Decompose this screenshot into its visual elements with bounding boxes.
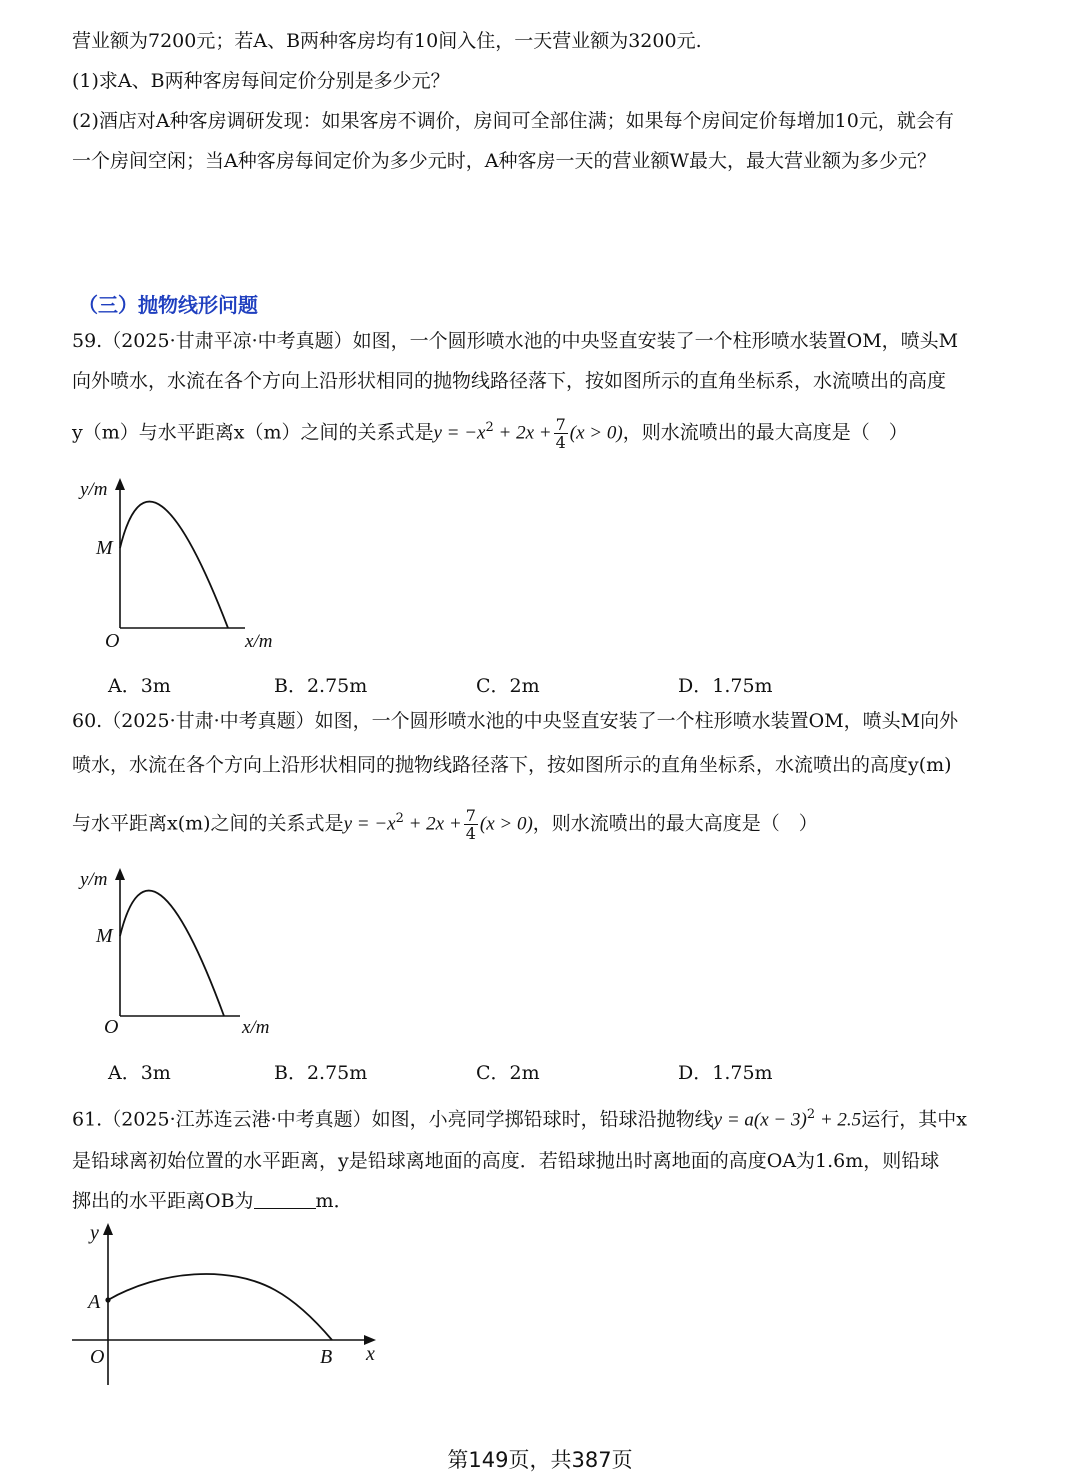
- answer-blank[interactable]: [254, 1188, 316, 1209]
- p59-option-d: D．1.75m: [678, 675, 773, 697]
- p59-line-3-post: ，则水流喷出的最大高度是（ ）: [622, 421, 908, 444]
- p60-o-label: O: [104, 1016, 119, 1038]
- p59-line-1: 59.（2025·甘肃平凉·中考真题）如图，一个圆形喷水池的中央竖直安装了一个柱形喷水装置OM，喷头M: [72, 330, 959, 352]
- p61-b-label: B: [320, 1346, 333, 1368]
- p61-formula-sup: 2: [806, 1107, 816, 1122]
- p59-m-label: M: [96, 537, 113, 559]
- p60-y-arrow: [115, 868, 125, 880]
- p61-o-label: O: [90, 1346, 105, 1368]
- p61-line-1-post: 运行，其中x: [861, 1108, 967, 1131]
- p61-formula-b: + 2.5: [815, 1109, 862, 1131]
- p61-parabola: [108, 1274, 332, 1340]
- p59-line-3-pre: y（m）与水平距离x（m）之间的关系式是: [72, 421, 434, 444]
- p59-option-b: B．2.75m: [274, 675, 368, 697]
- p60-line-3-pre: 与水平距离x(m)之间的关系式是: [72, 812, 344, 835]
- p59-formula-c: (x > 0): [569, 422, 623, 444]
- p60-option-c: C．2m: [476, 1062, 540, 1084]
- p60-option-b: B．2.75m: [274, 1062, 368, 1084]
- question-2-line-1: (2)酒店对A种客房调研发现：如果客房不调价，房间可全部住满；如果每个房间定价每增加10元，就会有: [72, 110, 954, 132]
- p60-x-label: x/m: [242, 1017, 270, 1038]
- p59-graph: [70, 470, 290, 655]
- p60-fraction: [464, 807, 478, 842]
- p60-y-label: y/m: [80, 869, 108, 890]
- p59-parabola: [120, 502, 228, 628]
- p60-formula-sup: 2: [395, 811, 404, 826]
- p59-o-label: O: [105, 630, 120, 652]
- p61-point-a: [105, 1297, 110, 1302]
- p59-formula-sup: 2: [485, 420, 494, 435]
- page-footer: 第149页，共387页: [447, 1448, 633, 1472]
- p59-y-arrow: [115, 478, 125, 490]
- p59-formula-a: y = −x: [433, 422, 486, 444]
- p61-line-3-pre: 掷出的水平距离OB为: [72, 1190, 254, 1212]
- p59-frac-den: 4: [555, 432, 566, 452]
- p60-m-label: M: [96, 925, 113, 947]
- p61-line-3-post: m．: [315, 1190, 353, 1212]
- p61-y-label: y: [90, 1222, 99, 1244]
- p60-parabola: [120, 891, 224, 1016]
- p61-graph: [70, 1215, 390, 1395]
- p61-line-3: [72, 1188, 353, 1214]
- p61-line-1-pre: 61.（2025·江苏连云港·中考真题）如图，小亮同学掷铅球时，铅球沿抛物线: [72, 1108, 714, 1131]
- p59-line-2: 向外喷水，水流在各个方向上沿形状相同的抛物线路径落下，按如图所示的直角坐标系，水流喷出的高度: [72, 370, 947, 392]
- p61-a-label: A: [88, 1291, 101, 1313]
- question-1: (1)求A、B两种客房每间定价分别是多少元？: [72, 70, 450, 92]
- p59-y-label: y/m: [80, 479, 108, 500]
- p59-fraction: [554, 416, 568, 451]
- question-2-line-2: 一个房间空闲；当A种客房每间定价为多少元时，A种客房一天的营业额W最大，最大营业额为多少元？: [72, 150, 936, 172]
- p59-x-label: x/m: [245, 631, 273, 652]
- p60-option-d: D．1.75m: [678, 1062, 773, 1084]
- p60-frac-num: 7: [465, 805, 476, 825]
- p59-formula-b: + 2x +: [493, 422, 552, 444]
- p60-line-3: [72, 806, 818, 842]
- p61-x-label: x: [366, 1343, 375, 1365]
- p60-formula-a: y = −x: [343, 813, 396, 835]
- p60-formula-c: (x > 0): [479, 813, 533, 835]
- p61-formula-a: y = a(x − 3): [713, 1109, 807, 1131]
- p61-line-1: [72, 1102, 967, 1133]
- p60-line-3-post: ，则水流喷出的最大高度是（ ）: [532, 812, 818, 835]
- p60-line-1: 60.（2025·甘肃·中考真题）如图，一个圆形喷水池的中央竖直安装了一个柱形喷水装置OM，喷头M向外: [72, 710, 959, 732]
- p60-graph: [70, 860, 290, 1045]
- p61-line-2: 是铅球离初始位置的水平距离，y是铅球离地面的高度．若铅球抛出时离地面的高度OA为1.6m，则铅球: [72, 1150, 940, 1172]
- p60-frac-den: 4: [465, 823, 476, 843]
- section-heading: （三）抛物线形问题: [78, 293, 258, 317]
- p59-frac-num: 7: [555, 414, 566, 434]
- p60-line-2: 喷水，水流在各个方向上沿形状相同的抛物线路径落下，按如图所示的直角坐标系，水流喷出的高度y(m): [72, 754, 952, 776]
- p60-formula-b: + 2x +: [403, 813, 462, 835]
- p61-y-arrow: [103, 1223, 113, 1235]
- p60-option-a: A．3m: [108, 1062, 171, 1084]
- p59-option-c: C．2m: [476, 675, 540, 697]
- p59-option-a: A．3m: [108, 675, 171, 697]
- p59-line-3: [72, 415, 908, 451]
- text-line: 营业额为7200元；若A、B两种客房均有10间入住，一天营业额为3200元.: [72, 30, 702, 52]
